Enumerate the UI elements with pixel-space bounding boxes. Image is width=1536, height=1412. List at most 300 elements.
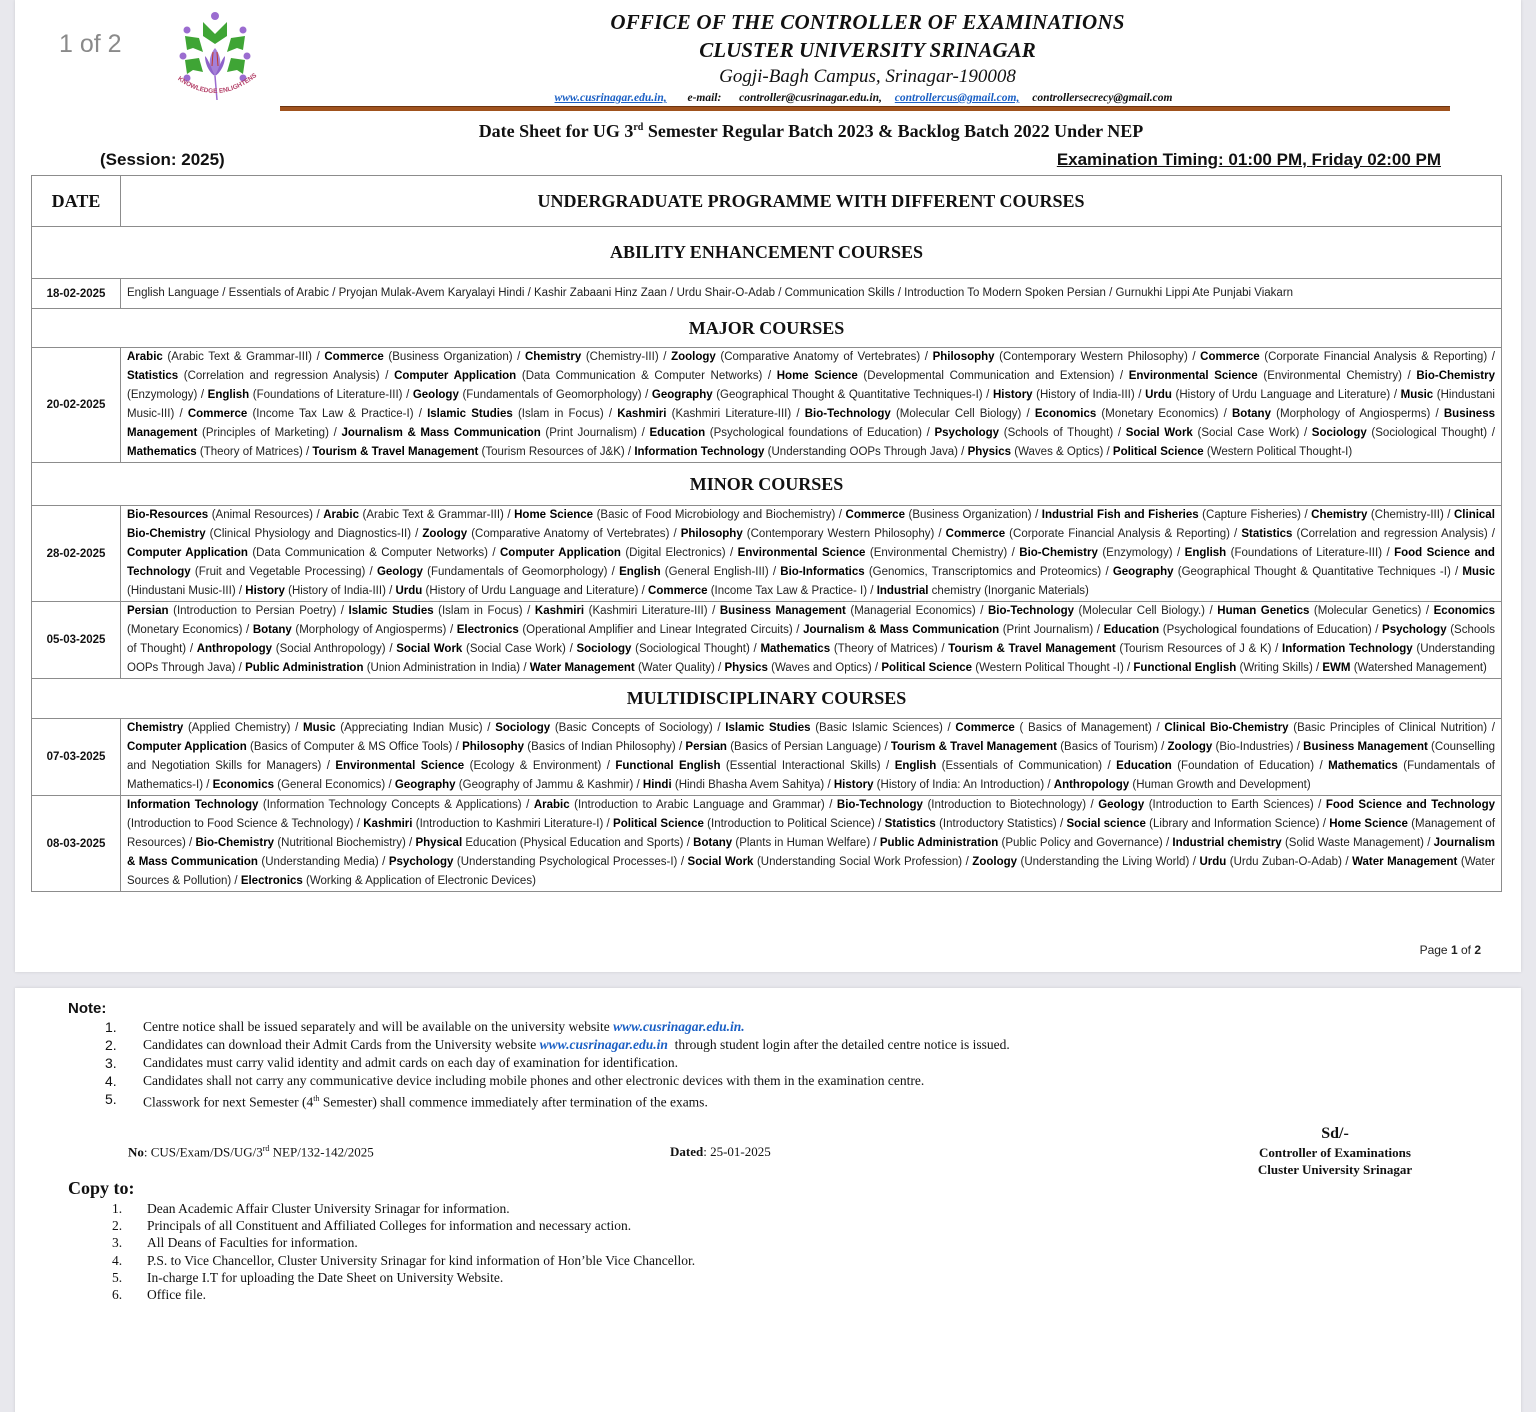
paper-title-text: Public Policy and Governance bbox=[1005, 837, 1159, 849]
paper-title: (Solid Waste Management) bbox=[1284, 837, 1424, 849]
subject-name: Chemistry bbox=[524, 351, 582, 363]
note-item bbox=[105, 1072, 1010, 1090]
subject-name: Computer Application bbox=[394, 370, 517, 382]
paper-title: (Introduction to Food Science & Technology) bbox=[127, 818, 354, 830]
section-title: MINOR COURSES bbox=[32, 463, 1502, 506]
paper-title-text: Psychological foundations of Education bbox=[1166, 624, 1368, 636]
paper-title-text: Introduction To Modern Spoken Persian bbox=[904, 287, 1106, 299]
paper-title-text: Basic Islamic Sciences bbox=[819, 722, 939, 734]
subject-name: Physical bbox=[415, 837, 463, 849]
paper-title: (Business Organization) bbox=[908, 509, 1032, 521]
course-entry bbox=[1019, 547, 1172, 559]
course-entry bbox=[1164, 722, 1487, 734]
reference-prefix: : CUS/Exam/DS/UG/3 bbox=[143, 1144, 263, 1160]
course-entry bbox=[643, 779, 824, 791]
course-entry bbox=[615, 760, 880, 772]
paper-title-text: Digital Electronics bbox=[629, 547, 722, 559]
paper-title bbox=[465, 837, 683, 849]
paper-title: (Data Communication & Computer Networks) bbox=[252, 547, 488, 559]
paper-title: (Genomics, Transcriptomics and Proteomics) bbox=[868, 566, 1102, 578]
paper-title: (Hindustani Music-III) bbox=[127, 389, 1495, 420]
note-text bbox=[143, 1054, 678, 1072]
paper-title-text: Introduction to Persian Poetry bbox=[176, 605, 333, 617]
paper-title: (General Economics) bbox=[277, 779, 386, 791]
note-text bbox=[143, 1090, 708, 1112]
course-entry bbox=[725, 722, 943, 734]
dated-value: : 25-01-2025 bbox=[703, 1144, 771, 1159]
subject-name: Industrial bbox=[876, 585, 929, 597]
paper-title: (Capture Fisheries) bbox=[1202, 509, 1301, 521]
subject-name: Business Management bbox=[127, 408, 1495, 439]
paper-title: (Library and Information Science) bbox=[1149, 818, 1320, 830]
paper-title-text: Hindustani Music-III bbox=[130, 585, 232, 597]
subject-name: Industrial Fish and Fisheries bbox=[1041, 509, 1199, 521]
course-entry bbox=[1311, 509, 1444, 521]
note-text-main: Candidates can download their Admit Cards from the University website bbox=[143, 1037, 540, 1052]
paper-title-text: Managerial Economics bbox=[854, 605, 972, 617]
course-entry bbox=[530, 662, 715, 674]
notes-heading: Note: bbox=[68, 1000, 107, 1017]
website-link[interactable]: www.cusrinagar.edu.in, bbox=[554, 92, 667, 104]
course-entry bbox=[495, 722, 713, 734]
paper-title: (Contemporary Western Philosophy) bbox=[999, 351, 1188, 363]
paper-title: (Arabic Text & Grammar-III) bbox=[167, 351, 312, 363]
paper-title-text: Theory of Matrices bbox=[203, 446, 299, 458]
paper-title: (Social Case Work) bbox=[1197, 427, 1300, 439]
paper-title: (Introduction to Biotechnology) bbox=[927, 799, 1087, 811]
course-entry bbox=[213, 779, 386, 791]
course-entry bbox=[312, 446, 624, 458]
subject-name: Water Management bbox=[529, 662, 635, 674]
subject-name: Philosophy bbox=[680, 528, 743, 540]
paper-title: (Foundation of Education) bbox=[1177, 760, 1315, 772]
subject-name: Sociology bbox=[1311, 427, 1367, 439]
paper-title-text: Writing Skills bbox=[1243, 662, 1309, 674]
subject-name: Urdu bbox=[1199, 856, 1227, 868]
course-entry bbox=[324, 351, 512, 363]
paper-title-text: Urdu Shair-O-Adab bbox=[676, 287, 775, 299]
subject-name: Journalism & Mass Communication bbox=[341, 427, 541, 439]
paper-title-text: Chemistry-III bbox=[589, 351, 655, 363]
paper-title: (Introduction to Persian Poetry) bbox=[173, 605, 337, 617]
course-entry bbox=[837, 799, 1086, 811]
course-entry bbox=[197, 643, 386, 655]
course-entry bbox=[335, 760, 601, 772]
course-entry bbox=[188, 408, 414, 420]
paper-title: (Understanding Psychological Processes-I) bbox=[456, 856, 678, 868]
subject-name: Statistics bbox=[127, 370, 179, 382]
paper-title: (Islam in Focus) bbox=[438, 605, 523, 617]
course-entry bbox=[881, 662, 1124, 674]
subject-name: Functional English bbox=[615, 760, 721, 772]
paper-title: (Print Journalism) bbox=[545, 427, 637, 439]
paper-title-text: Solid Waste Management bbox=[1288, 837, 1421, 849]
paper-title-text: Union Administration in India bbox=[370, 662, 517, 674]
subject-name: Hindi bbox=[642, 779, 672, 791]
subject-name: Statistics bbox=[884, 818, 936, 830]
course-entry bbox=[1199, 856, 1342, 868]
email-label: e-mail: bbox=[687, 92, 722, 104]
subject-name: Bio-Informatics bbox=[780, 566, 865, 578]
email-gmail-link[interactable]: controllercus@gmail.com, bbox=[894, 92, 1020, 104]
paper-title-text: English Language bbox=[127, 287, 223, 299]
paper-title-text: Management of Resources bbox=[127, 818, 1496, 849]
subject-name: Social Work bbox=[1125, 427, 1193, 439]
subject-name: Human Genetics bbox=[1217, 605, 1310, 617]
course-entry bbox=[634, 446, 958, 458]
paper-title: (Income Tax Law & Practice-I) bbox=[252, 408, 414, 420]
email-secrecy: controllersecrecy@gmail.com bbox=[1032, 92, 1173, 104]
paper-title-text: Essential Interactional Skills bbox=[729, 760, 877, 772]
note-item bbox=[105, 1054, 1010, 1072]
paper-title: (Morphology of Angiosperms) bbox=[295, 624, 447, 636]
paper-title: (Basic of Food Microbiology and Biochemistry) bbox=[596, 509, 836, 521]
paper-title: (Nutritional Biochemistry) bbox=[277, 837, 406, 849]
note-text-main: Classwork for next Semester (4 bbox=[143, 1094, 314, 1110]
course-entry bbox=[349, 605, 523, 617]
course-entry bbox=[245, 662, 520, 674]
paper-title: (Understanding Media) bbox=[261, 856, 379, 868]
subject-name: History bbox=[833, 779, 874, 791]
note-number: 2. bbox=[105, 1037, 117, 1053]
document-page-1 bbox=[15, 0, 1521, 972]
website-link[interactable]: www.cusrinagar.edu.in. bbox=[613, 1019, 745, 1034]
subject-name: Islamic Studies bbox=[427, 408, 513, 420]
course-entry bbox=[681, 528, 935, 540]
subject-name: Zoology bbox=[422, 528, 468, 540]
subject-name: Urdu bbox=[395, 585, 423, 597]
paper-title-text: Hindi Bhasha Avem Sahitya bbox=[678, 779, 821, 791]
subject-name: Economics bbox=[212, 779, 275, 791]
office-name: OFFICE OF THE CONTROLLER OF EXAMINATIONS bbox=[610, 10, 1125, 34]
paper-title-text: Social Anthropology bbox=[279, 643, 382, 655]
subject-name: Geography bbox=[394, 779, 456, 791]
subject-name: EWM bbox=[1322, 662, 1351, 674]
subject-name: Education bbox=[1103, 624, 1160, 636]
paper-title-text: Data Communication & Computer Networks bbox=[256, 547, 485, 559]
paper-title-text: Psychological foundations of Education bbox=[713, 427, 919, 439]
note-number: 5. bbox=[105, 1091, 117, 1107]
subject-name: Persian bbox=[685, 741, 727, 753]
paper-title-text: Basics of Indian Philosophy bbox=[531, 741, 672, 753]
course-entry bbox=[396, 643, 566, 655]
course-entry bbox=[394, 370, 762, 382]
paper-title: (Environmental Chemistry) bbox=[869, 547, 1008, 559]
reference-number bbox=[128, 1144, 374, 1160]
paper-title: (Basics of Persian Language) bbox=[730, 741, 882, 753]
paper-title: (Watershed Management) bbox=[1353, 662, 1487, 674]
note-text bbox=[143, 1036, 1010, 1054]
paper-title-text: Western Political Thought-I bbox=[1210, 446, 1349, 458]
subject-name: Psychology bbox=[934, 427, 1000, 439]
subject-name: Political Science bbox=[1112, 446, 1204, 458]
paper-title-text: Bio-Industries bbox=[1219, 741, 1290, 753]
subject-name: Geography bbox=[651, 389, 713, 401]
paper-title: (Introductory Statistics) bbox=[939, 818, 1057, 830]
paper-title-text: Capture Fisheries bbox=[1206, 509, 1298, 521]
subject-name: Bio-Chemistry bbox=[1019, 547, 1098, 559]
paper-title: (Urdu Zuban-O-Adab) bbox=[1229, 856, 1342, 868]
section-title: MAJOR COURSES bbox=[32, 309, 1502, 348]
paper-title: (Basic Islamic Sciences) bbox=[815, 722, 943, 734]
course-list: Information Technology (Information Technology Concepts & Applications) / Arabic (Introduction to Arabic Language and Grammar) / Bio-Technology (Introduction to Biotechnology) / Geology (Introduction to Earth Sciences) / Food Science and Technology (Introduction to Food Science & Technology) / Kashmiri (Introduction to Kashmiri Literature-I) / Political Science (Introduction to Political Science) / Statistics (Introductory Statistics) / Social science (Library and Information Science) / Home Science (Management of Resources) / Bio-Chemistry (Nutritional Biochemistry) / Physical Education (Physical Education and Sports) / Botany (Plants in Human Welfare) / Public Administration (Public Policy and Governance) / Industrial chemistry (Solid Waste Management) / Journalism & Mass Communication (Understanding Media) / Psychology (Understanding Psychological Processes-I) / Social Work (Understanding Social Work Profession) / Zoology (Understanding the Living World) / Urdu (Urdu Zuban-O-Adab) / Water Management (Water Sources & Pollution) / Electronics (Working & Application of Electronic Devices) bbox=[121, 796, 1502, 892]
university-logo bbox=[165, 8, 265, 108]
course-entry bbox=[396, 585, 639, 597]
paper-title: (Information Technology Concepts & Applications) bbox=[262, 799, 522, 811]
session-label: (Session: 2025) bbox=[100, 150, 225, 169]
note-item bbox=[105, 1018, 1010, 1036]
paper-title-text: Understanding Social Work Profession bbox=[760, 856, 959, 868]
paper-title-text: Income Tax Law & Practice-I bbox=[256, 408, 410, 420]
paper-title-text: Morphology of Angiosperms bbox=[299, 624, 443, 636]
paper-title: (Monetary Economics) bbox=[1101, 408, 1219, 420]
paper-title-text: History of Urdu Language and Literature bbox=[1179, 389, 1387, 401]
paper-title: (History of India: An Introduction) bbox=[876, 779, 1045, 791]
paper-title bbox=[932, 585, 1089, 597]
subject-name: Commerce bbox=[955, 722, 1015, 734]
paper-title: (Fundamentals of Mathematics-I) bbox=[127, 760, 1495, 791]
subject-name: Kashmiri bbox=[617, 408, 667, 420]
course-entry bbox=[127, 370, 380, 382]
paper-title: (Corporate Financial Analysis & Reporting) bbox=[1264, 351, 1488, 363]
subject-name: Urdu bbox=[1145, 389, 1172, 401]
subject-name: Botany bbox=[1231, 408, 1271, 420]
course-entry bbox=[934, 427, 1113, 439]
copy-to-item bbox=[112, 1269, 695, 1286]
paper-title-text: Fundamentals of Geomorphology bbox=[430, 566, 604, 578]
paper-title-text: Appreciating Indian Music bbox=[344, 722, 479, 734]
copy-to-item bbox=[112, 1286, 695, 1303]
paper-title-text: Tourism Resources of J & K bbox=[1123, 643, 1268, 655]
note-text bbox=[143, 1072, 924, 1090]
paper-title: (Introduction to Kashmiri Literature-I) bbox=[415, 818, 604, 830]
subject-name: Philosophy bbox=[932, 351, 995, 363]
title-text: Date Sheet for UG 3 bbox=[478, 121, 634, 141]
paper-title-text: History of India: An Introduction bbox=[880, 779, 1041, 791]
table-row bbox=[32, 348, 1502, 463]
course-entry bbox=[1098, 799, 1313, 811]
paper-title-text: Correlation and regression Analysis bbox=[187, 370, 376, 382]
paper-title: (Introduction to Earth Sciences) bbox=[1148, 799, 1314, 811]
subject-name: Anthropology bbox=[1053, 779, 1130, 791]
course-list: English Language / Essentials of Arabic / Pryojan Mulak-Avem Karyalayi Hindi / Kashir Zabaani Hinz Zaan / Urdu Shair-O-Adab / Communication Skills / Introduction To Modern Spoken Persian / Gurnukhi Lippi Ate Punjabi Viakarn bbox=[121, 279, 1502, 309]
note-text-main: Candidates shall not carry any communicative device including mobile phones and other electronic devices with them in the examination centre. bbox=[143, 1073, 925, 1088]
course-entry bbox=[253, 624, 447, 636]
course-entry bbox=[1322, 662, 1487, 674]
subject-name: Economics bbox=[1034, 408, 1097, 420]
course-entry bbox=[948, 643, 1271, 655]
paper-title: (Public Policy and Governance) bbox=[1001, 837, 1163, 849]
paper-title: (Principles of Marketing) bbox=[201, 427, 329, 439]
paper-title-text: Water Sources & Pollution bbox=[127, 856, 1495, 887]
page-counter: 1 of 2 bbox=[59, 30, 122, 58]
course-entry bbox=[693, 837, 870, 849]
copy-to-number: 5. bbox=[112, 1269, 123, 1285]
paper-title-text: Nutritional Biochemistry bbox=[281, 837, 402, 849]
course-entry bbox=[613, 818, 875, 830]
course-entry bbox=[803, 624, 1093, 636]
website-link[interactable]: www.cusrinagar.edu.in bbox=[539, 1037, 668, 1052]
course-entry bbox=[1232, 408, 1430, 420]
course-entry bbox=[760, 643, 937, 655]
course-entry bbox=[1200, 351, 1487, 363]
column-header-date: DATE bbox=[32, 176, 121, 227]
paper-title-text: Western Political Thought -I bbox=[979, 662, 1120, 674]
paper-title: (Geography of Jammu & Kashmir) bbox=[458, 779, 634, 791]
subject-name: Computer Application bbox=[127, 547, 248, 559]
course-entry bbox=[955, 722, 1151, 734]
course-entry bbox=[968, 446, 1104, 458]
course-entry bbox=[1113, 446, 1352, 458]
subject-name: Information Technology bbox=[1282, 643, 1413, 655]
paper-title: (History of Urdu Language and Literature) bbox=[425, 585, 639, 597]
subject-name: Islamic Studies bbox=[725, 722, 811, 734]
subject-name: Bio-Technology bbox=[987, 605, 1075, 617]
course-list: Bio-Resources (Animal Resources) / Arabic (Arabic Text & Grammar-III) / Home Science (Basic of Food Microbiology and Biochemistry) / Commerce (Business Organization) / Industrial Fish and Fisheries (Capture Fisheries) / Chemistry (Chemistry-III) / Clinical Bio-Chemistry (Clinical Physiology and Diagnostics-II) / Zoology (Comparative Anatomy of Vertebrates) / Philosophy (Contemporary Western Philosophy) / Commerce (Corporate Financial Analysis & Reporting) / Statistics (Correlation and regression Analysis) / Computer Application (Data Communication & Computer Networks) / Computer Application (Digital Electronics) / Environmental Science (Environmental Chemistry) / Bio-Chemistry (Enzymology) / English (Foundations of Literature-III) / Food Science and Technology (Fruit and Vegetable Processing) / Geology (Fundamentals of Geomorphology) / English (General English-III) / Bio-Informatics (Genomics, Transcriptomics and Proteomics) / Geography (Geographical Thought & Quantitative Techniques -I) / Music (Hindustani Music-III) / History (History of India-III) / Urdu (History of Urdu Language and Literature) / Commerce (Income Tax Law & Practice- I) / Industrial chemistry (Inorganic Materials) bbox=[121, 506, 1502, 602]
paper-title-text: Basics of Management bbox=[1023, 722, 1148, 734]
course-entry bbox=[720, 605, 976, 617]
paper-title: (Molecular Cell Biology) bbox=[895, 408, 1022, 420]
course-entry bbox=[834, 779, 1044, 791]
subject-name: Social Work bbox=[396, 643, 463, 655]
document-title bbox=[15, 121, 1536, 142]
subject-name: Social Work bbox=[687, 856, 754, 868]
title-superscript: rd bbox=[633, 122, 644, 133]
subject-name: Home Science bbox=[514, 509, 594, 521]
paper-title-text: Molecular Cell Biology. bbox=[1082, 605, 1202, 617]
paper-title-text: Library and Information Science bbox=[1153, 818, 1316, 830]
subject-name: Tourism & Travel Management bbox=[312, 446, 479, 458]
paper-title-text: Pryojan Mulak-Avem Karyalayi Hindi bbox=[338, 287, 525, 299]
subject-name: Physics bbox=[724, 662, 768, 674]
subject-name: Geology bbox=[1098, 799, 1145, 811]
subject-name: Geology bbox=[376, 566, 423, 578]
paper-title: (Management of Resources) bbox=[127, 818, 1496, 849]
subject-name: Environmental Science bbox=[737, 547, 866, 559]
paper-title: (Contemporary Western Philosophy) bbox=[746, 528, 935, 540]
course-list: Chemistry (Applied Chemistry) / Music (Appreciating Indian Music) / Sociology (Basic Concepts of Sociology) / Islamic Studies (Basic Islamic Sciences) / Commerce ( Basics of Management) / Clinical Bio-Chemistry (Basic Principles of Clinical Nutrition) / Computer Application (Basics of Computer & MS Office Tools) / Philosophy (Basics of Indian Philosophy) / Persian (Basics of Persian Language) / Tourism & Travel Management (Basics of Tourism) / Zoology (Bio-Industries) / Business Management (Counselling and Negotiation Skills for Managers) / Environmental Science (Ecology & Environment) / Functional English (Essential Interactional Skills) / English (Essentials of Communication) / Education (Foundation of Education) / Mathematics (Fundamentals of Mathematics-I) / Economics (General Economics) / Geography (Geography of Jammu & Kashmir) / Hindi (Hindi Bhasha Avem Sahitya) / History (History of India: An Introduction) / Anthropology (Human Growth and Development) bbox=[121, 719, 1502, 796]
subject-name: Sociology bbox=[495, 722, 551, 734]
course-entry bbox=[303, 722, 483, 734]
paper-title-text: Foundation of Education bbox=[1181, 760, 1311, 772]
paper-title-text: Theory of Matrices bbox=[837, 643, 934, 655]
course-entry bbox=[1241, 528, 1487, 540]
course-entry bbox=[415, 837, 683, 849]
paper-title: (Understanding the Living World) bbox=[1020, 856, 1190, 868]
paper-title: (Morphology of Angiosperms) bbox=[1276, 408, 1431, 420]
paper-title: (Appreciating Indian Music) bbox=[340, 722, 483, 734]
section-header-row bbox=[32, 679, 1502, 719]
subject-name: History bbox=[245, 585, 285, 597]
paper-title-text: Basic Principles of Clinical Nutrition bbox=[1297, 722, 1484, 734]
copy-to-text: All Deans of Faculties for information. bbox=[147, 1235, 358, 1251]
paper-title: (Working & Application of Electronic Devices) bbox=[306, 875, 536, 887]
paper-title-text: Environmental Chemistry bbox=[1267, 370, 1399, 382]
subject-name: Tourism & Travel Management bbox=[890, 741, 1057, 753]
paper-title: (Animal Resources) bbox=[211, 509, 314, 521]
course-entry bbox=[891, 741, 1158, 753]
paper-title: (Fundamentals of Geomorphology) bbox=[427, 566, 608, 578]
paper-title: (Western Political Thought -I) bbox=[975, 662, 1124, 674]
course-entry bbox=[377, 566, 608, 578]
course-entry bbox=[1067, 818, 1320, 830]
course-entry bbox=[617, 408, 791, 420]
table-row bbox=[32, 796, 1502, 892]
course-entry bbox=[525, 351, 659, 363]
contact-line bbox=[515, 90, 1220, 106]
course-entry bbox=[534, 287, 667, 299]
subject-name: Mathematics bbox=[1328, 760, 1398, 772]
paper-title-text: Comparative Anatomy of Vertebrates bbox=[475, 528, 666, 540]
paper-title: (Counselling and Negotiation Skills for Managers) bbox=[127, 741, 1495, 772]
paper-title-text: Social Case Work bbox=[1201, 427, 1296, 439]
course-entry bbox=[904, 287, 1106, 299]
paper-title-text: Chemistry-III bbox=[1374, 509, 1440, 521]
course-entry bbox=[422, 528, 669, 540]
paper-title: (Foundations of Literature-III) bbox=[1230, 547, 1383, 559]
subject-name: Journalism & Mass Communication bbox=[127, 837, 1495, 868]
note-superscript: th bbox=[313, 1094, 320, 1103]
course-entry bbox=[1042, 509, 1301, 521]
paper-title-text: Essentials of Arabic bbox=[228, 287, 330, 299]
paper-title-text: Molecular Genetics bbox=[1317, 605, 1418, 617]
paper-title: (Western Political Thought-I) bbox=[1206, 446, 1353, 458]
note-item bbox=[105, 1036, 1010, 1054]
reference-sup: rd bbox=[262, 1144, 270, 1153]
subject-name: Electronics bbox=[240, 875, 303, 887]
paper-title: (Clinical Physiology and Diagnostics-II) bbox=[209, 528, 412, 540]
subject-name: Mathematics bbox=[760, 643, 831, 655]
paper-title-text: Morphology of Angiosperms bbox=[1279, 408, 1427, 420]
paper-title-text: Basic Concepts of Sociology bbox=[558, 722, 709, 734]
course-entry bbox=[341, 427, 637, 439]
table-row bbox=[32, 719, 1502, 796]
course-entry bbox=[339, 287, 525, 299]
paper-title: (Water Quality) bbox=[637, 662, 715, 674]
note-text bbox=[143, 1018, 745, 1036]
paper-title: (Applied Chemistry) bbox=[187, 722, 291, 734]
paper-title-text: Understanding Media bbox=[265, 856, 375, 868]
page-number bbox=[1420, 943, 1481, 957]
paper-title-text: Data Communication & Computer Networks bbox=[525, 370, 759, 382]
course-entry bbox=[1185, 547, 1382, 559]
course-entry bbox=[619, 566, 769, 578]
paper-title-text: Information Technology Concepts & Applications bbox=[266, 799, 518, 811]
course-entry bbox=[389, 856, 678, 868]
course-entry bbox=[652, 389, 983, 401]
paper-title-text: Corporate Financial Analysis & Reporting bbox=[1268, 351, 1484, 363]
paper-title: (Social Case Work) bbox=[466, 643, 566, 655]
paper-title-text: Schools of Thought bbox=[1007, 427, 1110, 439]
paper-title-text: Geographical Thought & Quantitative Techniques -I bbox=[1181, 566, 1447, 578]
paper-title: (Income Tax Law & Practice- I) bbox=[710, 585, 868, 597]
course-entry bbox=[1312, 427, 1487, 439]
paper-title-text: Basics of Tourism bbox=[1064, 741, 1155, 753]
note-number: 1. bbox=[105, 1019, 117, 1035]
subject-name: Political Science bbox=[613, 818, 704, 830]
paper-title-text: Ecology & Environment bbox=[473, 760, 598, 772]
paper-title-text: Basics of Persian Language bbox=[734, 741, 878, 753]
paper-title-text: History of India-III bbox=[291, 585, 383, 597]
course-entry bbox=[785, 287, 895, 299]
course-entry bbox=[880, 837, 1163, 849]
paper-title-text: Foundations of Literature-III bbox=[1234, 547, 1379, 559]
course-entry bbox=[127, 799, 522, 811]
paper-title: (Sociological Thought) bbox=[635, 643, 750, 655]
paper-title: (Environmental Chemistry) bbox=[1263, 370, 1402, 382]
section-title: ABILITY ENHANCEMENT COURSES bbox=[32, 227, 1502, 279]
subject-name: Bio-Resources bbox=[127, 509, 209, 521]
